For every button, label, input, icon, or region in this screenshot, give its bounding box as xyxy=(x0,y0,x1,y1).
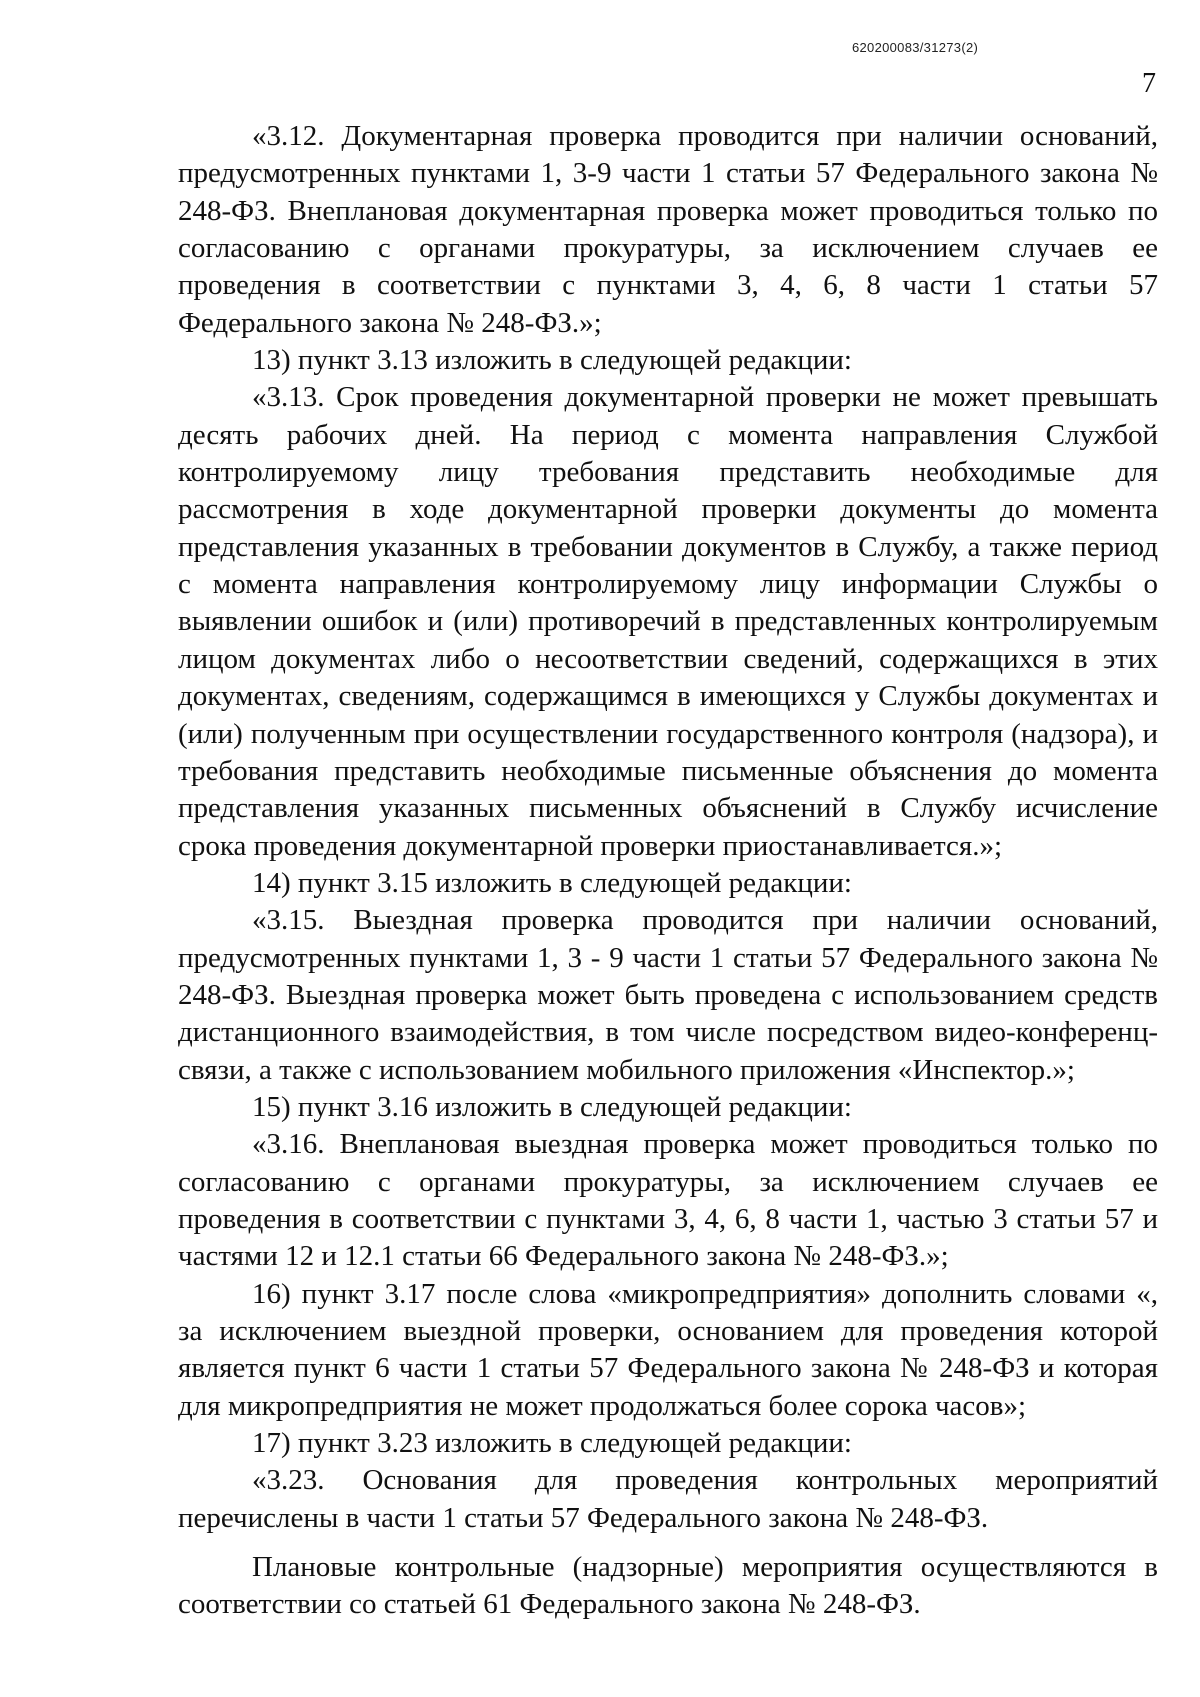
paragraph-3-15: «3.15. Выездная проверка проводится при наличии оснований, предусмотренных пунктами 1, 3 - 9 части 1 статьи 57 Федерального закона № 248-ФЗ. Выездная проверка может быть проведена с использованием средств дистанционного взаимодействия, в том числе посредством видео-конференц-связи, а также с использованием мобильного приложения «Инспектор.»; xyxy=(178,904,1158,1086)
paragraph-3-12: «3.12. Документарная проверка проводится при наличии оснований, предусмотренных пунктами 1, 3-9 части 1 статьи 57 Федерального закона № 248-ФЗ. Внеплановая документарная проверка может проводиться только по согласованию с органами прокуратуры, за исключением случаев ее проведения в соответствии с пунктами 3, 4, 6, 8 части 1 статьи 57 Федерального закона № 248-ФЗ.»; xyxy=(178,120,1158,339)
amendment-16-text: 16) пункт 3.17 после слова «микропредприятия» дополнить словами «, за исключением выездной проверки, основанием для проведения которой является пункт 6 части 1 статьи 57 Федерального закона № 248-ФЗ и которая для микропредприятия не может продолжаться более сорока часов»; xyxy=(178,1277,1158,1422)
paragraph-3-23: «3.23. Основания для проведения контрольных мероприятий перечислены в части 1 статьи 57 Федерального закона № 248-ФЗ. xyxy=(178,1464,1158,1534)
page-number: 7 xyxy=(1142,68,1156,99)
amendment-15-heading: 15) пункт 3.16 изложить в следующей редакции: xyxy=(252,1090,852,1123)
paragraph-3-16: «3.16. Внеплановая выездная проверка может проводиться только по согласованию с органами прокуратуры, за исключением случаев ее проведения в соответствии с пунктами 3, 4, 6, 8 части 1, частью 3 статьи 57 и частями 12 и 12.1 статьи 66 Федерального закона № 248-ФЗ.»; xyxy=(178,1128,1158,1273)
amendment-17-heading: 17) пункт 3.23 изложить в следующей редакции: xyxy=(252,1427,852,1460)
amendment-13-heading: 13) пункт 3.13 изложить в следующей редакции: xyxy=(252,344,852,377)
paragraph-3-13: «3.13. Срок проведения документарной проверки не может превышать десять рабочих дней. На период с момента направления Службой контролируемому лицу требования представить необходимые для рассмотрения в ходе документарной проверки документы до момента представления указанных в требовании документов в Службу, а также период с момента направления контролируемому лицу информации Службы о выявлении ошибок и (или) противоречий в представленных контролируемым лицом документах либо о несоответствии сведений, содержащихся в этих документах, сведениям, содержащимся в имеющихся у Службы документах и (или) полученным при осуществлении государственного контроля (надзора), и требования представить необходимые письменные объяснения до момента представления указанных письменных объяснений в Службу исчисление срока проведения документарной проверки приостанавливается.»; xyxy=(178,381,1158,862)
document-id: 620200083/31273(2) xyxy=(852,40,979,55)
document-body xyxy=(178,118,1158,1624)
amendment-14-heading: 14) пункт 3.15 изложить в следующей редакции: xyxy=(252,866,852,899)
paragraph-planned-measures: Плановые контрольные (надзорные) мероприятия осуществляются в соответствии со статьей 61 Федерального закона № 248-ФЗ. xyxy=(178,1551,1158,1621)
